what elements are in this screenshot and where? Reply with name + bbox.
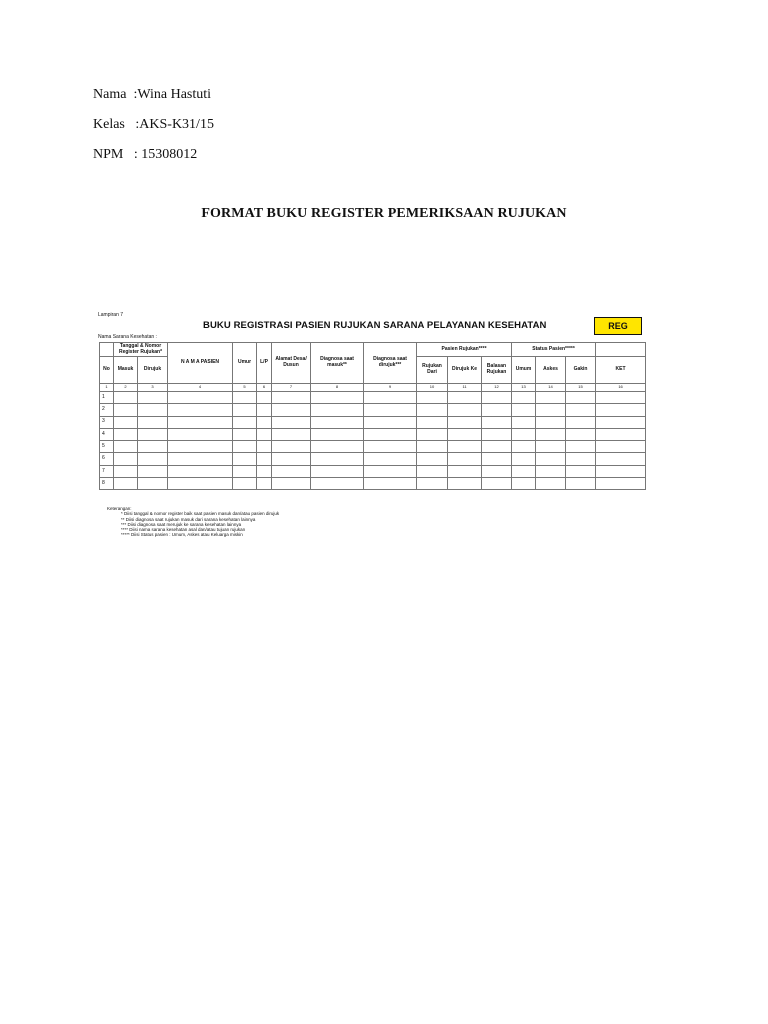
table-cell [596, 465, 646, 477]
note-item: ***** Diisi Status pasien : Umum, Askes atau Keluarga miskin [121, 532, 243, 538]
table-cell [257, 416, 272, 428]
table-cell [257, 465, 272, 477]
table-cell [233, 441, 257, 453]
table-cell [311, 404, 364, 416]
table-cell [114, 453, 138, 465]
table-cell [417, 441, 448, 453]
table-cell [272, 453, 311, 465]
table-cell [566, 392, 596, 404]
table-row [100, 465, 646, 477]
table-cell [364, 404, 417, 416]
table-cell [417, 404, 448, 416]
table-cell [257, 404, 272, 416]
table-cell [138, 416, 168, 428]
nama-label: Nama [93, 87, 127, 102]
sarana-label: Nama Sarana Kesehatan : [98, 334, 157, 340]
table-cell [272, 428, 311, 440]
table-cell [168, 428, 233, 440]
column-number: 6 [257, 384, 272, 392]
table-cell [272, 404, 311, 416]
table-cell [272, 392, 311, 404]
table-cell [512, 478, 536, 490]
table-cell [536, 404, 566, 416]
table-cell [417, 465, 448, 477]
column-number: 5 [233, 384, 257, 392]
table-cell [114, 404, 138, 416]
row-number: 8 [100, 478, 114, 490]
table-cell [138, 441, 168, 453]
table-cell [364, 478, 417, 490]
table-cell [114, 416, 138, 428]
table-cell [448, 428, 482, 440]
table-cell [482, 404, 512, 416]
header-ket: KET [596, 357, 646, 384]
form-title: BUKU REGISTRASI PASIEN RUJUKAN SARANA PELAYANAN KESEHATAN [203, 320, 547, 331]
table-cell [566, 465, 596, 477]
header-lp: L/P [257, 343, 272, 384]
table-cell [272, 478, 311, 490]
table-cell [233, 392, 257, 404]
header-gakin: Gakin [566, 357, 596, 384]
table-cell [512, 441, 536, 453]
npm-line [93, 147, 197, 163]
table-cell [257, 428, 272, 440]
table-row [100, 404, 646, 416]
npm-label: NPM [93, 147, 124, 162]
table-cell [536, 392, 566, 404]
header-masuk: Masuk [114, 357, 138, 384]
row-number: 5 [100, 441, 114, 453]
table-cell [168, 478, 233, 490]
table-cell [257, 441, 272, 453]
table-cell [233, 478, 257, 490]
table-cell [448, 453, 482, 465]
table-cell [482, 428, 512, 440]
table-cell [512, 416, 536, 428]
table-cell [596, 392, 646, 404]
table-cell [536, 478, 566, 490]
table-cell [596, 453, 646, 465]
note-item: *** Diisi diagnosa saat merujuk ke sarana kesehatan lainnya [121, 521, 242, 527]
table-cell [417, 392, 448, 404]
kelas-value: :AKS-K31/15 [135, 117, 214, 132]
header-tanggal: Tanggal & Nomor Register Rujukan* [114, 343, 168, 357]
table-cell [482, 441, 512, 453]
reg-badge: REG [594, 317, 642, 335]
table-cell [272, 416, 311, 428]
kelas-label: Kelas [93, 117, 125, 132]
table-cell [168, 465, 233, 477]
header-status-pasien: Status Pasien***** [512, 343, 596, 357]
table-cell [114, 478, 138, 490]
notes-heading: Keterangan: [107, 506, 132, 511]
table-cell [138, 404, 168, 416]
table-cell [536, 428, 566, 440]
column-number: 2 [114, 384, 138, 392]
table-cell [566, 453, 596, 465]
table-cell [311, 441, 364, 453]
table-cell [482, 478, 512, 490]
lampiran-label: Lampiran 7 [98, 312, 124, 318]
note-item: **** Diisi nama sarana kesehatan asal dan/atau tujuan rujukan [121, 527, 246, 533]
column-number: 1 [100, 384, 114, 392]
header-umur: Umur [233, 343, 257, 384]
table-cell [566, 441, 596, 453]
table-cell [114, 465, 138, 477]
table-cell [596, 404, 646, 416]
header-rujukan-dari: Rujukan Dari [417, 357, 448, 384]
table-cell [512, 453, 536, 465]
table-cell [233, 428, 257, 440]
table-cell [257, 453, 272, 465]
register-table [99, 342, 646, 490]
table-cell [482, 416, 512, 428]
table-cell [482, 392, 512, 404]
row-number: 2 [100, 404, 114, 416]
table-cell [596, 428, 646, 440]
table-cell [482, 453, 512, 465]
table-cell [512, 404, 536, 416]
table-cell [311, 392, 364, 404]
table-body [100, 392, 646, 490]
table-cell [272, 441, 311, 453]
table-cell [448, 441, 482, 453]
table-cell [114, 428, 138, 440]
header-diagnosa-masuk: Diagnosa saat masuk** [311, 343, 364, 384]
table-row [100, 392, 646, 404]
table-cell [272, 465, 311, 477]
table-cell [448, 416, 482, 428]
table-cell [596, 416, 646, 428]
table-row [100, 416, 646, 428]
table-cell [168, 404, 233, 416]
column-number: 8 [311, 384, 364, 392]
table-cell [364, 453, 417, 465]
table-cell [233, 465, 257, 477]
row-number: 1 [100, 392, 114, 404]
npm-value: : 15308012 [133, 147, 198, 162]
column-number: 9 [364, 384, 417, 392]
column-number: 14 [536, 384, 566, 392]
table-cell [566, 478, 596, 490]
column-number: 13 [512, 384, 536, 392]
header-no: No [100, 357, 114, 384]
header-askes: Askes [536, 357, 566, 384]
header-diagnosa-dirujuk: Diagnosa saat dirujuk*** [364, 343, 417, 384]
column-number: 10 [417, 384, 448, 392]
table-cell [233, 416, 257, 428]
header-pasien-rujukan: Pasien Rujukan**** [417, 343, 512, 357]
table-cell [311, 428, 364, 440]
table-cell [233, 404, 257, 416]
register-form-image [95, 312, 650, 562]
table-cell [417, 416, 448, 428]
kelas-line [93, 117, 214, 133]
table-cell [364, 416, 417, 428]
row-number: 7 [100, 465, 114, 477]
table-cell [257, 392, 272, 404]
table-cell [257, 478, 272, 490]
note-item: ** Diisi diagnosa saat rujukan masuk dari sarana kesehatan lainnya [121, 516, 256, 522]
table-cell [448, 478, 482, 490]
table-cell [114, 392, 138, 404]
table-cell [512, 392, 536, 404]
table-cell [138, 392, 168, 404]
table-cell [364, 465, 417, 477]
table-cell [566, 404, 596, 416]
table-cell [417, 478, 448, 490]
column-number: 15 [566, 384, 596, 392]
table-cell [536, 465, 566, 477]
table-row [100, 441, 646, 453]
header-dirujuk: Dirujuk [138, 357, 168, 384]
table-cell [566, 428, 596, 440]
header-nama-pasien: N A M A PASIEN [168, 343, 233, 384]
table-row [100, 478, 646, 490]
table-cell [138, 465, 168, 477]
table-cell [311, 478, 364, 490]
table-cell [482, 465, 512, 477]
notes [107, 506, 279, 538]
column-number: 7 [272, 384, 311, 392]
row-number: 6 [100, 453, 114, 465]
header-ket-top [596, 343, 646, 357]
header-umum: Umum [512, 357, 536, 384]
row-number: 3 [100, 416, 114, 428]
table-cell [512, 428, 536, 440]
table-cell [138, 478, 168, 490]
column-number: 3 [138, 384, 168, 392]
table-cell [448, 392, 482, 404]
table-cell [448, 404, 482, 416]
table-cell [138, 428, 168, 440]
nama-line [93, 87, 211, 103]
column-number: 12 [482, 384, 512, 392]
table-cell [566, 416, 596, 428]
document-title: FORMAT BUKU REGISTER PEMERIKSAAN RUJUKAN [201, 206, 567, 221]
column-number: 11 [448, 384, 482, 392]
header-no-top [100, 343, 114, 357]
table-cell [364, 441, 417, 453]
table-cell [417, 428, 448, 440]
table-cell [168, 453, 233, 465]
note-item: * Diisi tanggal & nomor register baik saat pasien masuk dan/atau pasien dirujuk [121, 511, 280, 517]
table-cell [364, 428, 417, 440]
row-number: 4 [100, 428, 114, 440]
header-alamat: Alamat Desa/ Dusun [272, 343, 311, 384]
column-number: 16 [596, 384, 646, 392]
table-cell [168, 392, 233, 404]
table-cell [311, 416, 364, 428]
table-cell [311, 453, 364, 465]
table-row [100, 428, 646, 440]
table-cell [168, 416, 233, 428]
table-cell [138, 453, 168, 465]
table-cell [596, 478, 646, 490]
table-cell [596, 441, 646, 453]
table-cell [536, 416, 566, 428]
table-cell [536, 441, 566, 453]
header-dirujuk-ke: Dirujuk Ke [448, 357, 482, 384]
table-cell [417, 453, 448, 465]
table-cell [536, 453, 566, 465]
column-number-row [100, 384, 646, 392]
table-cell [114, 441, 138, 453]
header-balasan-rujukan: Balasan Rujukan [482, 357, 512, 384]
table-row [100, 453, 646, 465]
column-number: 4 [168, 384, 233, 392]
table-cell [448, 465, 482, 477]
table-cell [233, 453, 257, 465]
table-cell [311, 465, 364, 477]
nama-value: :Wina Hastuti [133, 87, 212, 102]
table-cell [168, 441, 233, 453]
table-cell [364, 392, 417, 404]
table-cell [512, 465, 536, 477]
